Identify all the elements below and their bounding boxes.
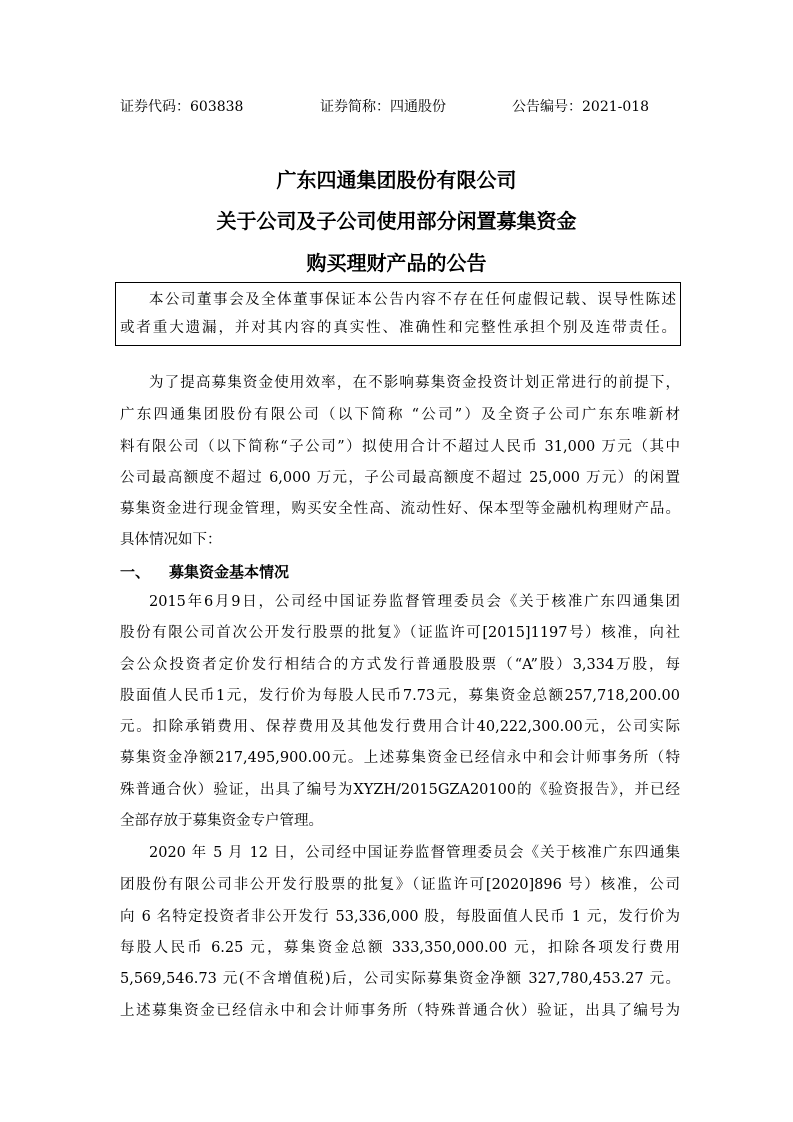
paragraph-line: 2015年6月9日，公司经中国证券监督管理委员会《关于核准广东四通集团 xyxy=(149,594,680,610)
notice-line: 或者重大遗漏，并对其内容的真实性、准确性和完整性承担个别及连带责任。 xyxy=(120,320,676,336)
company-title: 广东四通集团股份有限公司 xyxy=(276,168,517,192)
paragraph-line: 全部存放于募集资金专户管理。 xyxy=(120,813,323,829)
paragraph-line: 元。扣除承销费用、保荐费用及其他发行费用合计40,222,300.00元，公司实际 xyxy=(120,719,680,735)
announcement-title-line1: 关于公司及子公司使用部分闲置募集资金 xyxy=(216,209,577,233)
paragraph-line: 上述募集资金已经信永中和会计师事务所（特殊普通合伙）验证，出具了编号为 xyxy=(120,1003,680,1019)
board-guarantee-notice xyxy=(115,282,681,346)
paragraph-line: 股份有限公司首次公开发行股票的批复》（证监许可[2015]1197号）核准，向社 xyxy=(120,625,680,641)
paragraph-line: 殊普通合伙）验证，出具了编号为XYZH/2015GZA20100的《验资报告》，并已经 xyxy=(120,782,680,798)
paragraph-line: 募集资金净额217,495,900.00元。上述募集资金已经信永中和会计师事务所（特 xyxy=(120,750,680,766)
notice-line: 本公司董事会及全体董事保证本公告内容不存在任何虚假记载、误导性陈述 xyxy=(149,292,676,308)
announcement-header xyxy=(120,96,680,118)
paragraph-line: 5,569,546.73 元(不含增值税)后，公司实际募集资金净额 327,780,453.27 元。 xyxy=(120,971,680,987)
intro-line: 募集资金进行现金管理，购买安全性高、流动性好、保本型等金融机构理财产品。 xyxy=(120,501,680,517)
intro-line: 具体情况如下： xyxy=(120,532,222,548)
paragraph-line: 2020 年 5 月 12 日，公司经中国证券监督管理委员会《关于核准广东四通集 xyxy=(149,845,680,861)
paragraph-line: 会公众投资者定价发行相结合的方式发行普通股股票（“A”股）3,334万股，每 xyxy=(120,657,680,673)
paragraph-line: 向 6 名特定投资者非公开发行 53,336,000 股，每股面值人民币 1 元，发行价为 xyxy=(120,909,680,925)
stock-abbreviation: 证券简称：四通股份 xyxy=(320,99,446,115)
announcement-number: 公告编号：2021-018 xyxy=(512,99,650,115)
intro-line: 料有限公司（以下简称“子公司”）拟使用合计不超过人民币 31,000 万元（其中 xyxy=(120,439,680,455)
section-title: 募集资金基本情况 xyxy=(169,563,290,581)
paragraph-line: 股面值人民币1元，发行价为每股人民币7.73元，募集资金总额257,718,200.00 xyxy=(120,688,680,704)
paragraph-line: 每股人民币 6.25 元，募集资金总额 333,350,000.00 元，扣除各项发行费用 xyxy=(120,940,680,956)
section-number: 一、 xyxy=(120,563,151,581)
intro-line: 广东四通集团股份有限公司（以下简称 “公司”）及全资子公司广东东唯新材 xyxy=(120,407,680,423)
intro-line: 为了提高募集资金使用效率，在不影响募集资金投资计划正常进行的前提下， xyxy=(149,375,680,391)
announcement-title-line2: 购买理财产品的公告 xyxy=(306,251,487,275)
stock-code: 证券代码：603838 xyxy=(120,99,244,115)
paragraph-line: 团股份有限公司非公开发行股票的批复》（证监许可[2020]896 号）核准，公司 xyxy=(120,877,680,893)
intro-line: 公司最高额度不超过 6,000 万元，子公司最高额度不超过 25,000 万元）的闲置 xyxy=(120,470,680,486)
